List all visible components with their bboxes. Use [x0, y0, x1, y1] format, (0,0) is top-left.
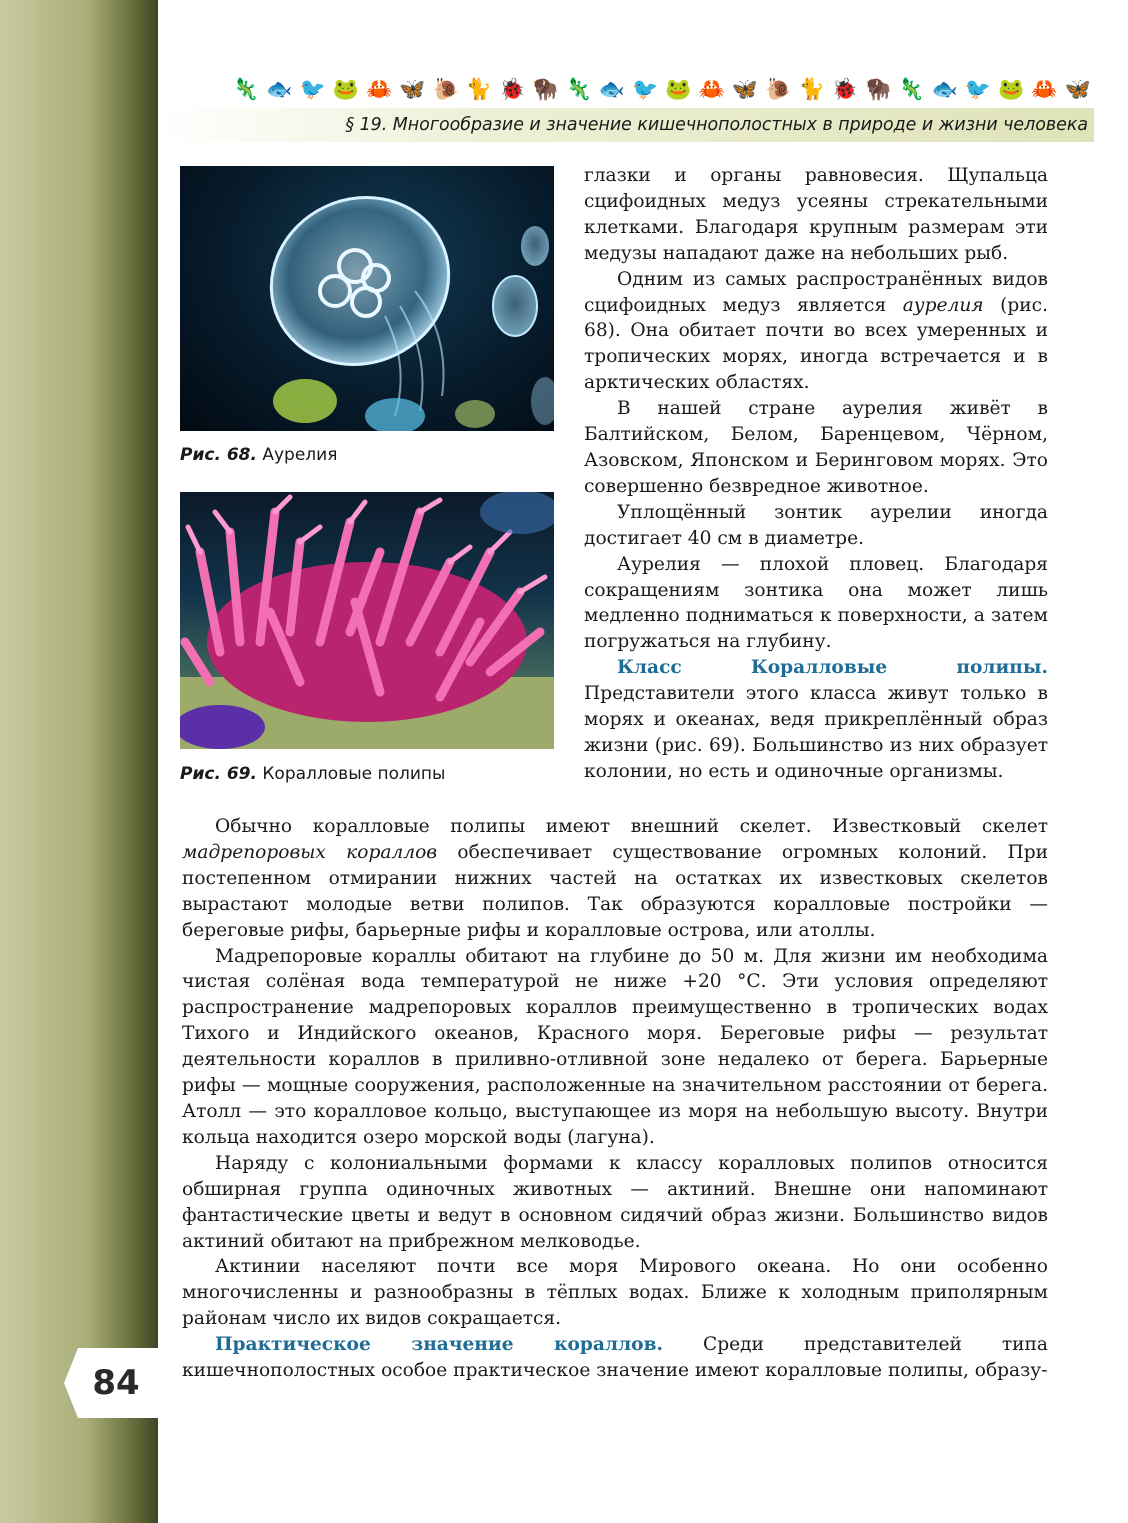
- text-run: (рис. 68). Она обитает почти во всех умеренных и тропических морях, иногда встречается и в арктических областях.: [584, 294, 1048, 394]
- text-run: Среди представителей типа кишечнополостных особое практическое значение имеют коралловые полипы, образу-: [182, 1334, 1048, 1382]
- snail-icon: 🐌: [432, 77, 459, 101]
- section-term: Класс Коралловые полипы.: [617, 657, 1048, 679]
- jellyfish-photo: [180, 166, 554, 431]
- lizard-icon: 🦎: [565, 77, 592, 101]
- figure-69-caption: [180, 763, 445, 785]
- fish-icon: 🐟: [266, 77, 293, 101]
- bird-icon: 🐦: [964, 77, 991, 101]
- cat-icon: 🐈: [798, 77, 825, 101]
- paragraph: В нашей стране аурелия живёт в Балтийском, Белом, Баренцевом, Чёрном, Азовском, Японском и Беринговом морях. Это совершенно безвредное животное.: [584, 398, 1048, 497]
- frog-icon: 🐸: [998, 77, 1025, 101]
- figure-caption-text: Аурелия: [262, 445, 338, 465]
- butterfly-icon: 🦋: [1064, 77, 1091, 101]
- frog-icon: 🐸: [665, 77, 692, 101]
- figure-number: Рис. 68.: [180, 445, 257, 465]
- body-text: [182, 814, 1048, 1384]
- fish-icon: 🐟: [598, 77, 625, 101]
- bison-icon: 🦬: [532, 77, 559, 101]
- coral-polyps-photo: [180, 492, 554, 749]
- bird-icon: 🐦: [632, 77, 659, 101]
- butterfly-icon: 🦋: [399, 77, 426, 101]
- butterfly-icon: 🦋: [731, 77, 759, 101]
- paragraph: Наряду с колониальными формами к классу коралловых полипов относится обширная группа одиночных животных — актиний. Внешне они напоминают фантастические цветы и ведут в основном сидячий образ жизни. Большинство видов актиний обитают на прибрежном мелководье.: [182, 1152, 1048, 1252]
- animal-ornament-strip: [232, 76, 1092, 102]
- beetle-icon: 🐞: [499, 77, 526, 101]
- lizard-icon: 🦎: [898, 77, 925, 101]
- paragraph: [182, 1332, 1048, 1384]
- paragraph: [584, 267, 1048, 397]
- text-run: обеспечивает существование огромных колоний. При постепенном отмирании нижних частей на остатках их известковых скелетов вырастают молодые ветви полипов. Так образуются коралловые постройки — береговые рифы, барьерные рифы и коралловые острова, или атоллы.: [182, 841, 1048, 941]
- figure-caption-text: Коралловые полипы: [262, 764, 446, 784]
- crab-icon: 🦀: [1031, 77, 1058, 101]
- paragraph: Уплощённый зонтик аурелии иногда достигает 40 см в диаметре.: [584, 501, 1048, 549]
- paragraph: глазки и органы равновесия. Щупальца сцифоидных медуз усеяны стрекательными клетками. Благодаря крупным размерам эти медузы нападают даже на небольших рыб.: [584, 165, 1048, 264]
- fish-icon: 🐟: [931, 77, 958, 101]
- figure-number: Рис. 69.: [180, 764, 257, 784]
- cat-icon: 🐈: [465, 77, 492, 101]
- text-run: Одним из самых распространённых видов сцифоидных медуз является: [584, 268, 1048, 316]
- paragraph: Аурелия — плохой пловец. Благодаря сокращениям зонтика она может лишь медленно подниматься к поверхности, а затем погружаться на глубину.: [584, 553, 1048, 653]
- crab-icon: 🦀: [365, 77, 393, 101]
- paragraph: Мадрепоровые кораллы обитают на глубине до 50 м. Для жизни им необходима чистая солёная вода температурой не ниже +20 °С. Эти условия определяют распространение мадрепоровых кораллов преимущественно в тропических водах Тихого и Индийского океанов, Красного моря. Береговые рифы — результат деятельности кораллов в приливно-отливной зоне недалеко от берега. Барьерные рифы — мощные сооружения, расположенные на значительном расстоянии от берега. Атолл — это коралловое кольцо, выступающее из моря на небольшую высоту. Внутри кольца находится озеро морской воды (лагуна).: [182, 945, 1048, 1148]
- page-number: 84: [92, 1363, 140, 1403]
- beetle-icon: 🐞: [831, 77, 858, 101]
- bison-icon: 🦬: [864, 77, 892, 101]
- figure-68-caption: [180, 444, 337, 466]
- section-term: Практическое значение кораллов.: [215, 1334, 663, 1356]
- text-run: Обычно коралловые полипы имеют внешний скелет. Известковый скелет: [215, 816, 1048, 837]
- paragraph: [584, 655, 1048, 785]
- running-head: § 19. Многообразие и значение кишечнополостных в природе и жизни человека: [345, 115, 1088, 135]
- crab-icon: 🦀: [698, 77, 725, 101]
- bird-icon: 🐦: [299, 77, 326, 101]
- paragraph: [182, 814, 1048, 944]
- italic-term: мадрепоровых кораллов: [182, 841, 438, 863]
- frog-icon: 🐸: [332, 77, 359, 101]
- text-column: [584, 163, 1048, 785]
- snail-icon: 🐌: [765, 77, 792, 101]
- page-side-bar: [0, 0, 158, 1523]
- text-run: Представители этого класса живут только в морях и океанах, ведя прикреплённый образ жизни (рис. 69). Большинство из них образует колонии, но есть и одиночные организмы.: [584, 683, 1048, 782]
- italic-term: аурелия: [902, 294, 984, 316]
- lizard-icon: 🦎: [232, 77, 260, 101]
- paragraph: Актинии населяют почти все моря Мирового океана. Но они особенно многочисленны и разнообразны в тёплых водах. Ближе к холодным приполярным районам число их видов сокращается.: [182, 1256, 1048, 1330]
